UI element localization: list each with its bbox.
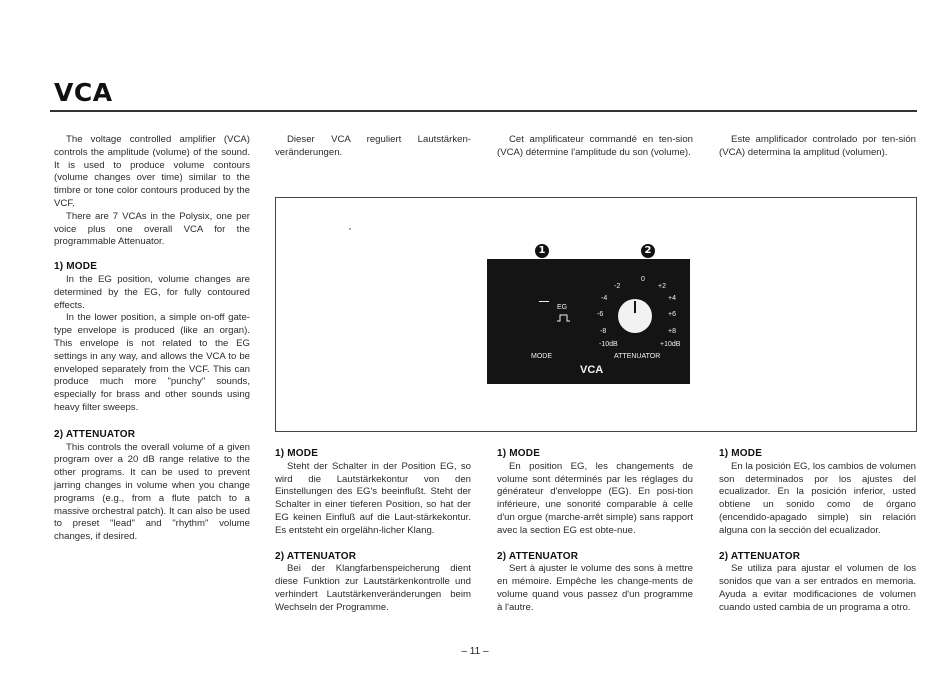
spanish-mode-text: En la posición EG, los cambios de volumen son determinados por los ajustes del ecualizador. En la posición inferior, usted obtiene un sonido como de órgano (encendido-apagado simple) sin relación alguna con la sección del ecualizador. [719, 460, 916, 536]
title-rule [50, 110, 917, 112]
french-attenuator-text: Sert à ajuster le volume des sons à mettre en mémoire. Empêche les change-ments de volume quand vous passez d'un programme à l'autre. [497, 563, 693, 613]
german-intro-column [275, 134, 471, 160]
scale-label-minus-10: -10dB [599, 341, 618, 348]
french-attenuator-heading: 2) ATTENUATOR [497, 550, 579, 562]
attenuator-knob [618, 299, 652, 333]
french-intro-column [497, 134, 693, 160]
callout-badge-2: 2 [641, 244, 655, 258]
page-title: VCA [54, 78, 113, 107]
english-intro-1: The voltage controlled amplifier (VCA) controls the amplitude (volume) of the sound. It is used to produce volume contours (volume changes over time) similar to the timbre or tone color contours produced by the VCF. [54, 134, 250, 209]
scale-label-plus-10: +10dB [660, 341, 681, 348]
knob-pointer [634, 301, 636, 313]
french-intro: Cet amplificateur commandé en ten-sion (VCA) détermine l'amplitude du son (volume). [497, 134, 693, 158]
german-mode-text: Steht der Schalter in der Position EG, so wird die Lautstärkekontur von den Einstellungen des EG's beeinflußt. Steht der Schalter in einer tieferen Position, so hat der EG keinen Einfluß auf die Laut-stärkekontur. Es entsteht ein orgelähn-licher Klang. [275, 460, 471, 536]
german-attenuator-text: Bei der Klangfarbenspeicherung dient diese Funktion zur Lautstärkenkontrolle und verhindert Lautstärkenveränderungen beim Wechseln der Programme. [275, 563, 471, 613]
spanish-attenuator-heading: 2) ATTENUATOR [719, 550, 801, 562]
french-lower-column [497, 448, 693, 615]
eg-label: EG [557, 304, 568, 311]
english-mode-1: In the EG position, volume changes are determined by the EG, for fully contoured effects. [54, 273, 250, 311]
german-mode-heading: 1) MODE [275, 448, 319, 459]
gate-symbol-icon [557, 314, 571, 322]
eg-switch-mark [539, 301, 549, 302]
english-column [54, 134, 250, 544]
english-mode-heading: 1) MODE [54, 261, 98, 273]
german-lower-column [275, 448, 471, 615]
callout-badge-1: 1 [535, 244, 549, 258]
scale-label-plus-2: +2 [658, 283, 666, 290]
mode-label: MODE [531, 353, 552, 360]
scale-label-plus-4: +4 [668, 295, 676, 302]
french-mode-heading: 1) MODE [497, 448, 541, 459]
speck [349, 228, 351, 230]
vca-front-panel [487, 259, 690, 384]
spanish-mode-heading: 1) MODE [719, 448, 763, 459]
german-intro: Dieser VCA reguliert Lautstärken-veränderungen. [275, 134, 471, 158]
scale-label-minus-4: -4 [601, 295, 608, 302]
spanish-intro: Este amplificador controlado por ten-sión (VCA) determina la amplitud (volumen). [719, 134, 916, 158]
vca-section-label: VCA [580, 364, 604, 376]
english-attenuator-heading: 2) ATTENUATOR [54, 428, 136, 440]
attenuator-label: ATTENUATOR [614, 353, 661, 360]
scale-label-plus-8: +8 [668, 328, 676, 335]
english-attenuator-text: This controls the overall volume of a given program over a 20 dB range relative to the other programs. It can be used to prevent jarring changes in volume when you change programs (e.g., from a flute patch to a massive orchestral patch). It can also be used to preset "lead" and "rhythm" volume changes, if desired. [54, 441, 250, 543]
spanish-lower-column [719, 448, 916, 615]
scale-label-minus-2: -2 [614, 283, 621, 290]
french-mode-text: En position EG, les changements de volume sont déterminés par les réglages du générateur d'enveloppe (EG). En posi-tion inférieure, une sonorité comparable à celle d'un orgue (marche-arrêt simple) sans rapport avec la section EG est obte-nue. [497, 460, 693, 536]
scale-label-plus-6: +6 [668, 311, 676, 318]
english-mode-2: In the lower position, a simple on-off gate-type envelope is produced (like an organ). This envelope is not related to the EG settings in any way, and allows the VCA to be enveloped separately from the VCF. This can produce much more "punchy" sounds, especially for brass and other sounds using heavy filter sweeps. [54, 312, 250, 413]
scale-label-minus-6: -6 [597, 311, 604, 318]
page-number: – 11 – [461, 646, 489, 657]
scale-label-0: 0 [641, 276, 645, 283]
german-attenuator-heading: 2) ATTENUATOR [275, 550, 357, 562]
english-intro-2: There are 7 VCAs in the Polysix, one per voice plus one overall VCA for the programmable Attenuator. [54, 210, 250, 248]
spanish-attenuator-text: Se utiliza para ajustar el volumen de los sonidos que van a ser entrados en memoria. Ayuda a evitar modificaciones de volumen cuando usted cambia de un programa a otro. [719, 563, 916, 613]
spanish-intro-column [719, 134, 916, 160]
scale-label-minus-8: -8 [600, 328, 607, 335]
